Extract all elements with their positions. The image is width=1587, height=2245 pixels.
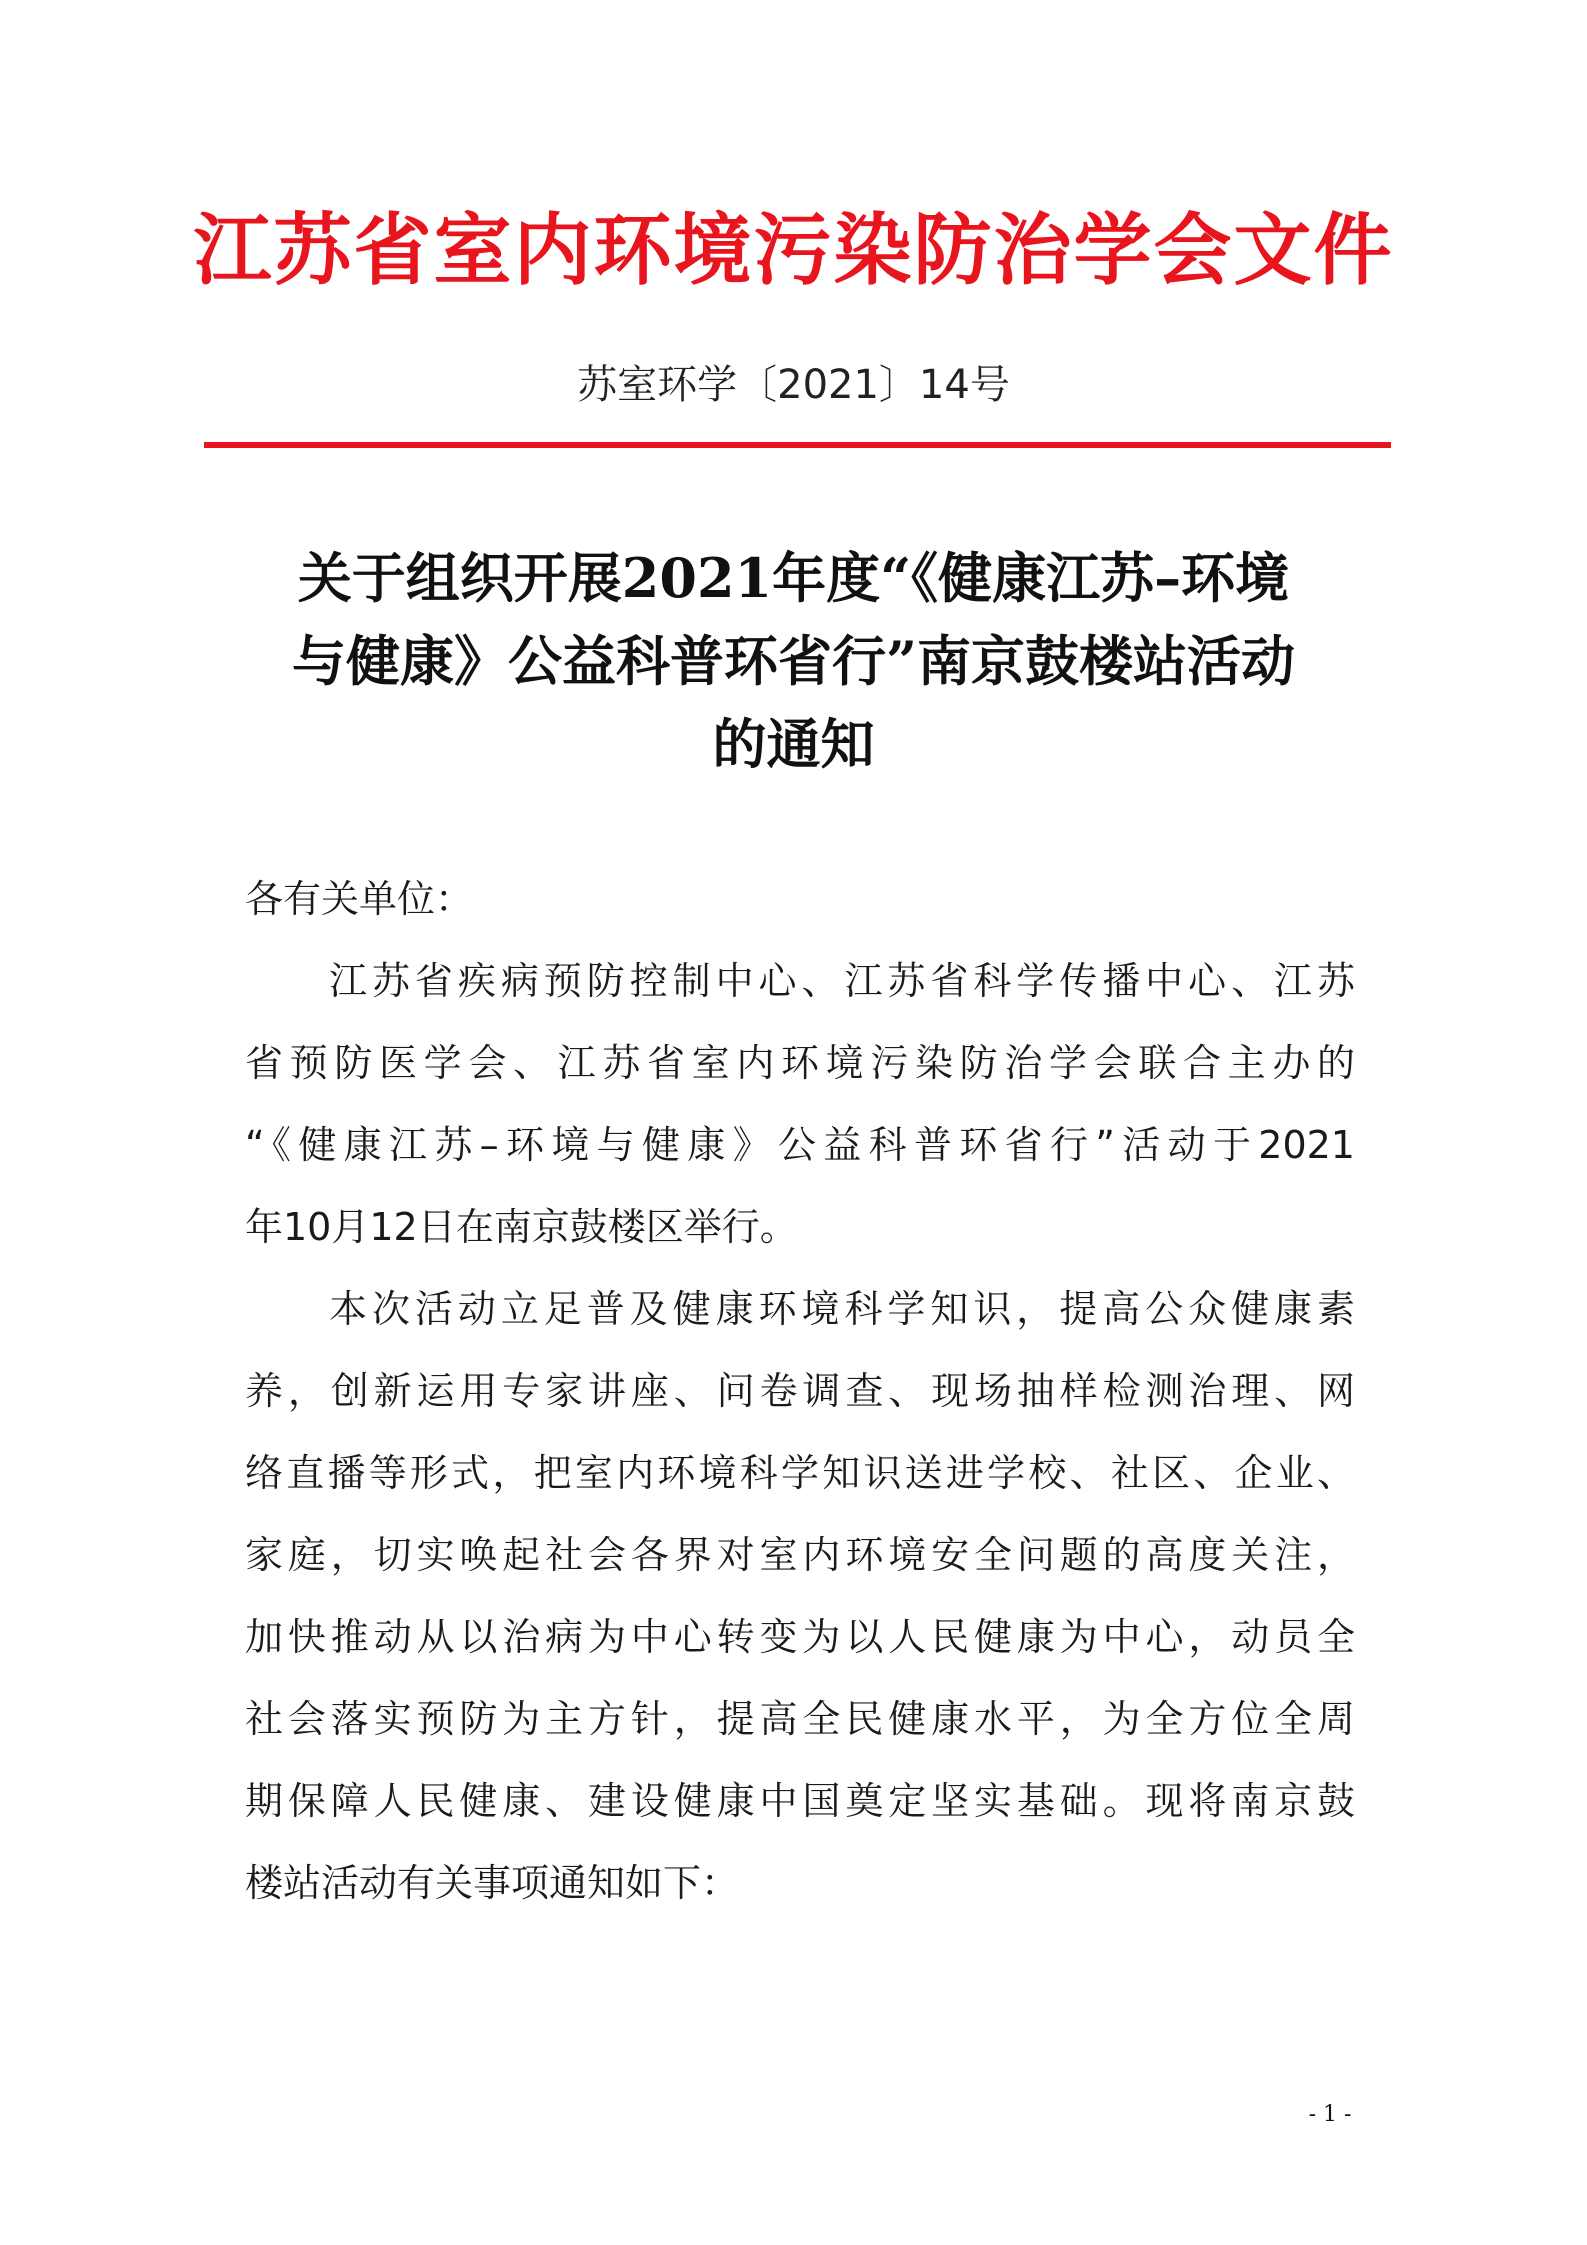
org-header-title: 江苏省室内环境污染防治学会文件 [193, 205, 1394, 296]
notice-title-line: 与健康》公益科普环省行”南京鼓楼站活动 [291, 629, 1296, 693]
notice-body [245, 858, 1355, 1924]
paragraph-2-line: 社会落实预防为主方针，提高全民健康水平，为全方位全周 [245, 1697, 1355, 1741]
salutation: 各有关单位： [245, 877, 474, 921]
paragraph-2-line: 养，创新运用专家讲座、问卷调查、现场抽样检测治理、网 [245, 1369, 1355, 1413]
notice-title-line: 的通知 [712, 712, 875, 776]
paragraph-2-line: 加快推动从以治病为中心转变为以人民健康为中心，动员全 [245, 1615, 1355, 1659]
notice-title-line: 关于组织开展2021年度“《健康江苏–环境 [297, 546, 1290, 610]
paragraph-1-line: 年10月12日在南京鼓楼区举行。 [245, 1205, 798, 1249]
paragraph-1-line: 江苏省疾病预防控制中心、江苏省科学传播中心、江苏 [329, 959, 1355, 1003]
paragraph-2-line: 楼站活动有关事项通知如下： [245, 1861, 740, 1905]
document-number: 苏室环学〔2021〕14号 [577, 362, 1010, 408]
page-number: - 1 - [1308, 2102, 1352, 2127]
paragraph-2-line: 家庭，切实唤起社会各界对室内环境安全问题的高度关注， [245, 1533, 1355, 1577]
paragraph-2-line: 络直播等形式，把室内环境科学知识送进学校、社区、企业、 [245, 1451, 1355, 1495]
red-divider-line [204, 442, 1391, 448]
paragraph-2-line: 期保障人民健康、建设健康中国奠定坚实基础。现将南京鼓 [245, 1779, 1355, 1823]
notice-title [230, 537, 1357, 786]
paragraph-2-line: 本次活动立足普及健康环境科学知识，提高公众健康素 [329, 1287, 1355, 1331]
paragraph-1-line: 省预防医学会、江苏省室内环境污染防治学会联合主办的 [245, 1041, 1355, 1085]
paragraph-1-line: “《健康江苏–环境与健康》公益科普环省行”活动于2021 [245, 1123, 1355, 1167]
